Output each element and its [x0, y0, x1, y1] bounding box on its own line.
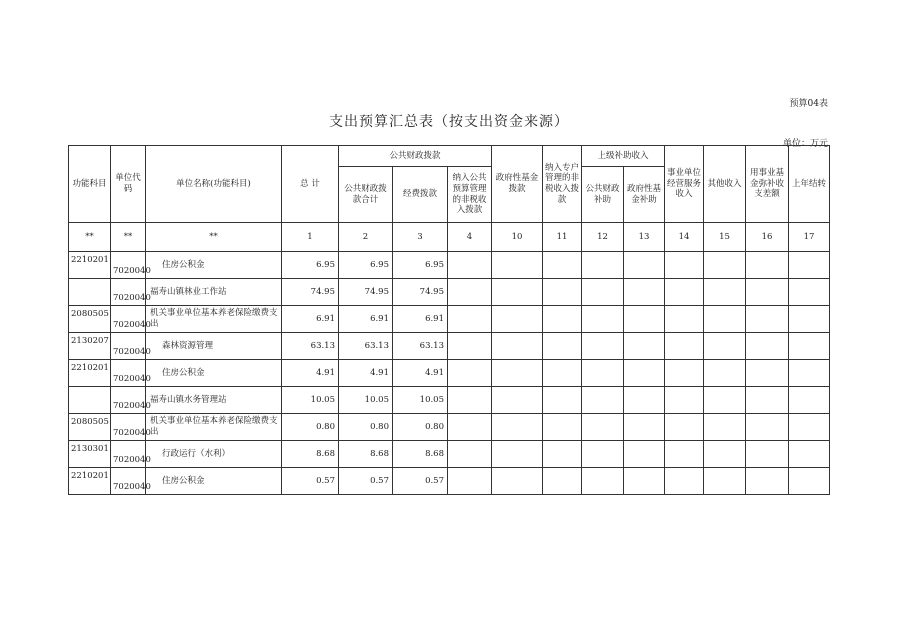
func-code-cell: 2210201 [69, 468, 111, 495]
empty-cell [746, 414, 789, 441]
header-gov-fund-subsidy: 政府性基金补助 [624, 167, 665, 223]
empty-cell [582, 306, 624, 333]
public-finance-total-cell: 63.13 [339, 333, 393, 360]
form-number: 预算04表 [789, 99, 828, 109]
empty-cell [665, 441, 704, 468]
empty-cell [746, 306, 789, 333]
empty-cell [624, 252, 665, 279]
empty-cell [492, 468, 543, 495]
empty-cell [624, 414, 665, 441]
index-cell: 4 [448, 223, 492, 252]
operating-cell: 6.91 [393, 306, 448, 333]
empty-cell [492, 252, 543, 279]
empty-cell [582, 279, 624, 306]
unit-code-cell: 7020040 [111, 252, 146, 279]
empty-cell [704, 441, 746, 468]
empty-cell [543, 468, 582, 495]
unit-code-cell: 7020040 [111, 306, 146, 333]
header-gov-fund: 政府性基金拨款 [492, 146, 543, 223]
unit-code-cell: 7020040 [111, 441, 146, 468]
empty-cell [582, 441, 624, 468]
empty-cell [492, 333, 543, 360]
total-cell: 6.95 [282, 252, 339, 279]
header-operating: 经费拨款 [393, 167, 448, 223]
header-public-finance-total: 公共财政拨款合计 [339, 167, 393, 223]
index-cell: 13 [624, 223, 665, 252]
public-finance-total-cell: 10.05 [339, 387, 393, 414]
empty-cell [665, 468, 704, 495]
empty-cell [704, 279, 746, 306]
empty-cell [789, 387, 830, 414]
header-unit-name: 单位名称(功能科目) [146, 146, 282, 223]
public-finance-total-cell: 0.80 [339, 414, 393, 441]
empty-cell [624, 360, 665, 387]
empty-cell [582, 360, 624, 387]
header-other-income: 其他收入 [704, 146, 746, 223]
empty-cell [543, 387, 582, 414]
empty-cell [624, 441, 665, 468]
empty-cell [704, 306, 746, 333]
table-row [69, 468, 830, 495]
empty-cell [624, 333, 665, 360]
table-row [69, 252, 830, 279]
table-row [69, 387, 830, 414]
empty-cell [492, 387, 543, 414]
total-cell: 4.91 [282, 360, 339, 387]
empty-cell [789, 414, 830, 441]
empty-cell [746, 387, 789, 414]
unit-code-cell: 7020040 [111, 333, 146, 360]
header-public-subsidy: 公共财政补助 [582, 167, 624, 223]
table-row [69, 360, 830, 387]
empty-cell [448, 252, 492, 279]
empty-cell [789, 360, 830, 387]
unit-label: 单位：万元 [782, 139, 828, 149]
index-cell: 10 [492, 223, 543, 252]
empty-cell [704, 333, 746, 360]
empty-cell [543, 279, 582, 306]
unit-code-cell: 7020040 [111, 360, 146, 387]
public-finance-total-cell: 4.91 [339, 360, 393, 387]
empty-cell [746, 441, 789, 468]
empty-cell [448, 441, 492, 468]
index-cell: ** [69, 223, 111, 252]
total-cell: 0.57 [282, 468, 339, 495]
empty-cell [665, 414, 704, 441]
public-finance-total-cell: 74.95 [339, 279, 393, 306]
unit-name-cell: 森林资源管理 [146, 333, 282, 360]
header-total: 总 计 [282, 146, 339, 223]
index-cell: 3 [393, 223, 448, 252]
empty-cell [543, 306, 582, 333]
header-nontax-special: 纳入专户管理的非税收入拨款 [543, 146, 582, 223]
empty-cell [746, 333, 789, 360]
index-cell: 11 [543, 223, 582, 252]
header-fund-shortfall: 用事业基金弥补收支差额 [746, 146, 789, 223]
table-row [69, 414, 830, 441]
table-row [69, 306, 830, 333]
unit-code-cell: 7020040 [111, 279, 146, 306]
empty-cell [492, 360, 543, 387]
operating-cell: 8.68 [393, 441, 448, 468]
operating-cell: 63.13 [393, 333, 448, 360]
empty-cell [704, 252, 746, 279]
unit-name-cell: 住房公积金 [146, 360, 282, 387]
empty-cell [746, 279, 789, 306]
index-cell: ** [146, 223, 282, 252]
index-cell: 15 [704, 223, 746, 252]
empty-cell [789, 306, 830, 333]
operating-cell: 0.57 [393, 468, 448, 495]
index-cell: 14 [665, 223, 704, 252]
empty-cell [448, 360, 492, 387]
empty-cell [492, 414, 543, 441]
empty-cell [665, 333, 704, 360]
total-cell: 63.13 [282, 333, 339, 360]
unit-name-cell: 机关事业单位基本养老保险缴费支出 [146, 306, 282, 333]
empty-cell [492, 279, 543, 306]
header-nontax-into-budget: 纳入公共预算管理的非税收入拨款 [448, 167, 492, 223]
index-cell: ** [111, 223, 146, 252]
empty-cell [624, 468, 665, 495]
empty-cell [789, 468, 830, 495]
header-func-code: 功能科目 [69, 146, 111, 223]
empty-cell [448, 333, 492, 360]
public-finance-total-cell: 0.57 [339, 468, 393, 495]
header-superior-subsidy: 上级补助收入 [582, 146, 665, 167]
unit-name-cell: 福寿山镇林业工作站 [146, 279, 282, 306]
empty-cell [543, 252, 582, 279]
total-cell: 8.68 [282, 441, 339, 468]
empty-cell [704, 360, 746, 387]
index-cell: 12 [582, 223, 624, 252]
index-cell: 17 [789, 223, 830, 252]
empty-cell [582, 387, 624, 414]
func-code-cell [69, 279, 111, 306]
unit-name-cell: 福寿山镇水务管理站 [146, 387, 282, 414]
public-finance-total-cell: 6.91 [339, 306, 393, 333]
empty-cell [665, 306, 704, 333]
empty-cell [746, 252, 789, 279]
total-cell: 0.80 [282, 414, 339, 441]
empty-cell [448, 306, 492, 333]
table-row [69, 333, 830, 360]
unit-code-cell: 7020040 [111, 468, 146, 495]
budget-table [68, 145, 830, 495]
unit-code-cell: 7020040 [111, 414, 146, 441]
func-code-cell [69, 387, 111, 414]
empty-cell [582, 468, 624, 495]
empty-cell [665, 252, 704, 279]
empty-cell [543, 333, 582, 360]
operating-cell: 10.05 [393, 387, 448, 414]
empty-cell [582, 414, 624, 441]
page-title: 支出预算汇总表（按支出资金来源） [329, 114, 569, 130]
empty-cell [582, 333, 624, 360]
unit-code-cell: 7020040 [111, 387, 146, 414]
func-code-cell: 2080505 [69, 306, 111, 333]
empty-cell [746, 360, 789, 387]
empty-cell [789, 252, 830, 279]
operating-cell: 0.80 [393, 414, 448, 441]
unit-name-cell: 机关事业单位基本养老保险缴费支出 [146, 414, 282, 441]
index-row [69, 223, 830, 252]
total-cell: 6.91 [282, 306, 339, 333]
empty-cell [665, 360, 704, 387]
func-code-cell: 2210201 [69, 252, 111, 279]
empty-cell [448, 387, 492, 414]
func-code-cell: 2130301 [69, 441, 111, 468]
header-business-service: 事业单位经营服务收入 [665, 146, 704, 223]
index-cell: 16 [746, 223, 789, 252]
empty-cell [448, 414, 492, 441]
func-code-cell: 2210201 [69, 360, 111, 387]
empty-cell [543, 414, 582, 441]
total-cell: 10.05 [282, 387, 339, 414]
empty-cell [492, 441, 543, 468]
empty-cell [448, 468, 492, 495]
func-code-cell: 2130207 [69, 333, 111, 360]
header-carryover: 上年结转 [789, 146, 830, 223]
empty-cell [543, 441, 582, 468]
table-row [69, 441, 830, 468]
operating-cell: 4.91 [393, 360, 448, 387]
empty-cell [789, 441, 830, 468]
empty-cell [448, 279, 492, 306]
empty-cell [665, 387, 704, 414]
func-code-cell: 2080505 [69, 414, 111, 441]
index-cell: 1 [282, 223, 339, 252]
table-row [69, 279, 830, 306]
unit-name-cell: 行政运行（水利） [146, 441, 282, 468]
empty-cell [624, 279, 665, 306]
empty-cell [746, 468, 789, 495]
empty-cell [789, 279, 830, 306]
operating-cell: 74.95 [393, 279, 448, 306]
empty-cell [624, 306, 665, 333]
total-cell: 74.95 [282, 279, 339, 306]
header-unit-code: 单位代码 [111, 146, 146, 223]
empty-cell [704, 468, 746, 495]
empty-cell [704, 414, 746, 441]
empty-cell [543, 360, 582, 387]
index-cell: 2 [339, 223, 393, 252]
empty-cell [582, 252, 624, 279]
unit-name-cell: 住房公积金 [146, 252, 282, 279]
unit-name-cell: 住房公积金 [146, 468, 282, 495]
empty-cell [492, 306, 543, 333]
operating-cell: 6.95 [393, 252, 448, 279]
header-public-finance: 公共财政拨款 [339, 146, 492, 167]
empty-cell [789, 333, 830, 360]
empty-cell [704, 387, 746, 414]
empty-cell [665, 279, 704, 306]
empty-cell [624, 387, 665, 414]
public-finance-total-cell: 6.95 [339, 252, 393, 279]
public-finance-total-cell: 8.68 [339, 441, 393, 468]
table-body [69, 252, 830, 495]
